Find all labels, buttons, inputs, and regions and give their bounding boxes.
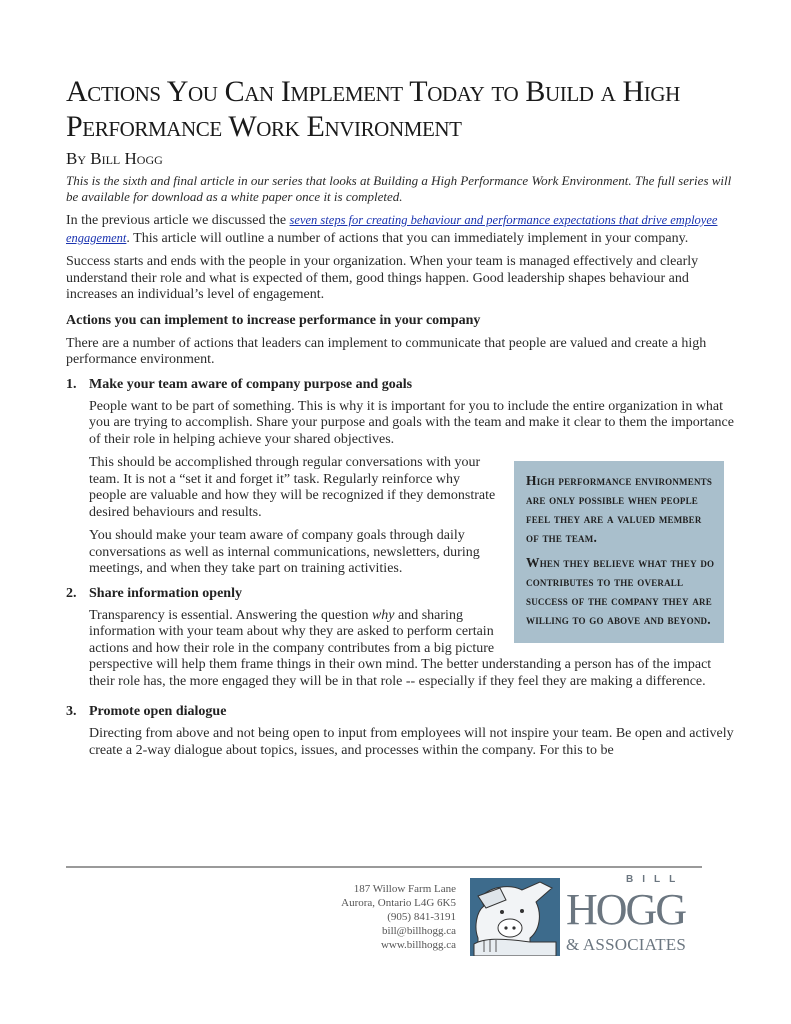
paragraph-previous-article	[66, 212, 734, 247]
pig-mascot-icon	[470, 878, 560, 956]
actions-heading: Actions you can implement to increase performance in your company	[66, 312, 481, 328]
list-heading-text: Make your team aware of company purpose and goals	[89, 376, 413, 392]
address-street: 187 Willow Farm Lane	[353, 883, 456, 895]
address-email[interactable]: bill@billhogg.ca	[382, 925, 456, 937]
address-city: Aurora, Ontario L4G 6K5	[341, 897, 456, 909]
paragraph-actions-intro: There are a number of actions that leaders can implement to communicate that people are valued and create a high performance environment.	[66, 335, 707, 367]
address-phone: (905) 841-3191	[387, 911, 456, 923]
logo-associates-text: & ASSOCIATES	[566, 935, 687, 954]
address-website[interactable]: www.billhogg.ca	[380, 939, 456, 951]
footer-address	[280, 882, 456, 952]
article-title: Actions You Can Implement Today to Build a High Performance Work Environment	[66, 75, 680, 143]
emphasis-why: why	[371, 607, 395, 623]
paragraph-success: Success starts and ends with the people in your organization. When your team is managed effectively and clearly understand their role and what is expected of them, good things happen. Good leadership shapes behaviour and increases an individual’s level of engagement.	[66, 254, 699, 302]
s4-after: and sharing information with your team about why they are asked to perform certain actions and how their role in the company contributes from a big picture perspective will help them frame things in their own mind. The better understanding a person has of the impact their role has, the more engaged they will be in that role -- especially if they feel they are making a difference.	[89, 607, 712, 689]
series-intro: This is the sixth and final article in our series that looks at Building a High Performance Work Environment. The full series will be available for download as a white paper once it is completed.	[66, 173, 732, 204]
previous-article-link[interactable]: seven steps for creating behaviour and performance expectations that drive employee engagement	[66, 213, 718, 245]
list-number: 3.	[66, 704, 77, 719]
list-number: 1.	[66, 376, 77, 392]
list-heading-text: Promote open dialogue	[89, 704, 227, 719]
p1-after: . This article will outline a number of actions that you can immediately implement in your company.	[126, 230, 689, 246]
pull-quote-line: High performance environments are only possible when people feel they are a valued member of the team.	[526, 473, 713, 545]
article-body	[66, 74, 734, 766]
list-item-heading	[66, 703, 734, 720]
company-logo	[566, 874, 716, 958]
list-item-paragraph: People want to be part of something. This is why it is important for you to include the entire organization in what you are trying to accomplish. Share your purpose and goals with the team and make it clear to them the importance of their role in helping achieve your shared objectives.	[89, 398, 734, 447]
article-byline: By Bill Hogg	[66, 149, 163, 168]
s4-before: Transparency is essential. Answering the question	[89, 607, 372, 623]
list-item-heading	[66, 376, 734, 393]
list-item-paragraph: Directing from above and not being open to input from employees will not inspire your team. Be open and actively create a 2-way dialogue about topics, issues, and processes within the company. For this to be	[89, 726, 734, 758]
list-item-paragraph: This should be accomplished through regular conversations with your team. It is not a “set it and forget it” task. Regularly reinforce why people are valuable and how they will be recognized if they demonstrate desired behaviours and results.	[89, 455, 496, 520]
pull-quote-line: When they believe what they do contributes to the overall success of the company they are willing to go above and beyond.	[526, 555, 715, 627]
pull-quote-box	[514, 461, 724, 643]
list-item-paragraph: You should make your team aware of company goals through daily conversations as well as internal communications, newsletters, during meetings, and when they take part on training activities.	[89, 528, 480, 576]
logo-hogg-text: HOGG	[566, 885, 686, 934]
list-heading-text: Share information openly	[89, 585, 242, 601]
logo-bill-text: BILL	[626, 874, 685, 885]
footer-divider	[66, 866, 702, 868]
p1-before: In the previous article we discussed the	[66, 213, 290, 228]
list-number: 2.	[66, 585, 77, 601]
